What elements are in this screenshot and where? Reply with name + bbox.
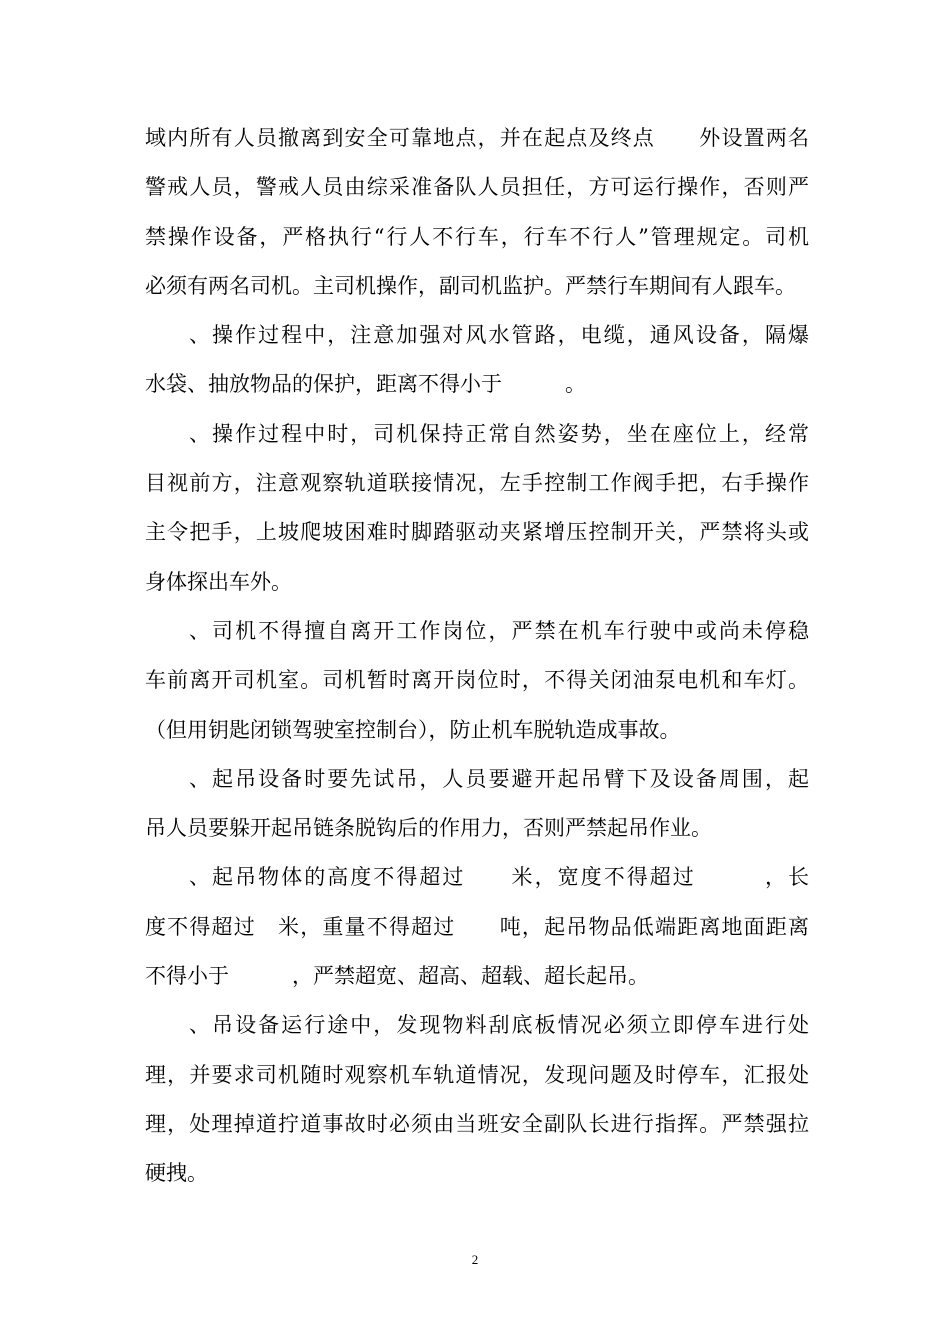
- paragraph-trial-lift: [145, 755, 809, 854]
- text-line: 车前离开司机室。司机暂时离开岗位时，不得关闭油泵电机和车灯。: [145, 668, 809, 693]
- paragraph-pipeline-protection: [145, 311, 809, 410]
- text-line: 、吊设备运行途中，发现物料刮底板情况必须立即停车进行处: [189, 1013, 809, 1038]
- text-line: 目视前方，注意观察轨道联接情况，左手控制工作阀手把，右手操作: [145, 471, 809, 496]
- paragraph-lift-limits: [145, 853, 809, 1001]
- text-line: 硬拽。: [145, 1161, 208, 1186]
- paragraph-driver-posture: [145, 410, 809, 607]
- text-line: 度不得超过 米，重量不得超过 吨，起吊物品低端距离地面距离: [145, 914, 809, 939]
- paragraph-transport-handling: [145, 1001, 809, 1198]
- text-line: 不得小于 ，严禁超宽、超高、超载、超长起吊。: [145, 964, 649, 989]
- text-line: 警戒人员，警戒人员由综采准备队人员担任，方可运行操作，否则严: [145, 175, 809, 200]
- text-line: 域内所有人员撤离到安全可靠地点，并在起点及终点 外设置两名: [145, 126, 809, 150]
- text-line: 、操作过程中时，司机保持正常自然姿势，坐在座位上，经常: [189, 421, 809, 446]
- document-body: [145, 114, 809, 1199]
- paragraph-continuation: [145, 114, 809, 311]
- text-line: 必须有两名司机。主司机操作，副司机监护。严禁行车期间有人跟车。: [145, 273, 796, 298]
- text-line: 理，处理掉道拧道事故时必须由当班安全副队长进行指挥。严禁强拉: [145, 1111, 809, 1136]
- text-line: 身体探出车外。: [145, 569, 292, 594]
- text-line: 禁操作设备，严格执行“行人不行车，行车不行人”管理规定。司机: [145, 224, 809, 249]
- text-line: 、起吊设备时要先试吊，人员要避开起吊臂下及设备周围，起: [189, 766, 809, 791]
- paragraph-driver-post: [145, 607, 809, 755]
- page-number: 2: [471, 1252, 479, 1267]
- text-line: 理，并要求司机随时观察机车轨道情况，发现问题及时停车，汇报处: [145, 1062, 809, 1087]
- text-line: 主令把手，上坡爬坡困难时脚踏驱动夹紧增压控制开关，严禁将头或: [145, 520, 809, 545]
- text-line: 、司机不得擅自离开工作岗位，严禁在机车行驶中或尚未停稳: [189, 618, 809, 643]
- text-line: 、操作过程中，注意加强对风水管路，电缆，通风设备，隔爆: [189, 323, 809, 348]
- text-line: （但用钥匙闭锁驾驶室控制台），防止机车脱轨造成事故。: [145, 717, 681, 742]
- text-line: 、起吊物体的高度不得超过 米，宽度不得超过 ，长: [189, 865, 809, 890]
- text-line: 吊人员要躲开起吊链条脱钩后的作用力，否则严禁起吊作业。: [145, 816, 712, 841]
- text-line: 水袋、抽放物品的保护，距离不得小于 。: [145, 372, 586, 397]
